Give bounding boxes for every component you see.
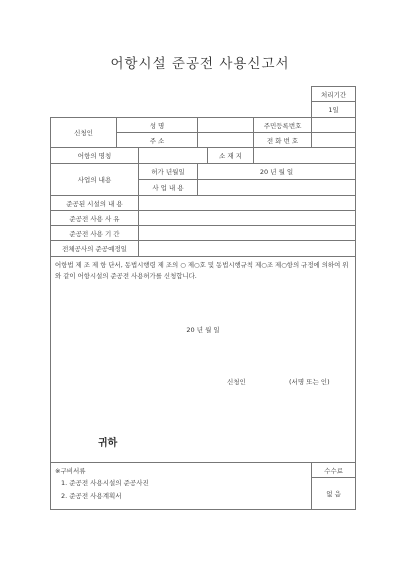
name-label: 성 명 bbox=[117, 118, 198, 133]
resident-id-label: 주민등록번호 bbox=[254, 118, 312, 133]
address-field[interactable] bbox=[198, 133, 254, 148]
attachment-item: 1. 준공전 사용시설의 준공사진 bbox=[61, 479, 149, 487]
addressee-label: 귀하 bbox=[98, 438, 118, 449]
fee-value: 없 음 bbox=[312, 478, 356, 510]
location-label: 소 재 지 bbox=[208, 148, 254, 164]
permit-date-value[interactable]: 20 년 월 일 bbox=[198, 164, 356, 180]
use-reason-field[interactable] bbox=[139, 211, 356, 226]
fee-label: 수수료 bbox=[312, 463, 356, 478]
processing-period-label: 처리기간 bbox=[312, 87, 356, 102]
location-field[interactable] bbox=[254, 148, 356, 164]
applicant-label: 신청인 bbox=[51, 118, 117, 148]
application-date[interactable]: 20 년 월 일 bbox=[186, 326, 220, 334]
application-form bbox=[50, 86, 356, 510]
project-detail-label: 사 업 내 용 bbox=[139, 180, 198, 196]
attachment-item: 2. 준공전 사용계획서 bbox=[61, 492, 122, 500]
document-title: 어항시설 준공전 사용신고서 bbox=[110, 56, 290, 72]
attachments-title: ※구비서류 bbox=[55, 467, 86, 475]
completion-date-label: 전체공사의 준공예정일 bbox=[51, 241, 139, 257]
phone-field[interactable] bbox=[312, 133, 356, 148]
name-field[interactable] bbox=[198, 118, 254, 133]
signature-note: (서명 또는 인) bbox=[289, 378, 330, 386]
project-content-label: 사업의 내용 bbox=[51, 164, 139, 196]
port-name-field[interactable] bbox=[139, 148, 208, 164]
applicant-sign-label: 신청인 bbox=[227, 378, 246, 386]
address-label: 주 소 bbox=[117, 133, 198, 148]
statement-section bbox=[51, 257, 356, 463]
permit-date-label: 허가 년월일 bbox=[139, 164, 198, 180]
use-period-field[interactable] bbox=[139, 226, 356, 241]
phone-label: 전 화 번 호 bbox=[254, 133, 312, 148]
resident-id-field[interactable] bbox=[312, 118, 356, 133]
completed-facility-field[interactable] bbox=[139, 196, 356, 211]
processing-period-value: 1일 bbox=[312, 102, 356, 118]
use-reason-label: 준공전 사용 사 유 bbox=[51, 211, 139, 226]
statement-text: 어항법 제 조 제 항 단서, 동법시행령 제 조의 ○ 제○호 및 동법시행규칙 제○조 제○항의 규정에 의하여 위와 같이 어항시설의 준공전 사용허가를 신청합니다. bbox=[55, 261, 349, 280]
project-detail-field[interactable] bbox=[198, 180, 356, 196]
port-name-label: 어항의 명칭 bbox=[51, 148, 139, 164]
completion-date-field[interactable] bbox=[139, 241, 356, 257]
completed-facility-label: 준공된 시설의 내 용 bbox=[51, 196, 139, 211]
use-period-label: 준공전 사용 기 간 bbox=[51, 226, 139, 241]
attachments-section bbox=[51, 463, 312, 510]
